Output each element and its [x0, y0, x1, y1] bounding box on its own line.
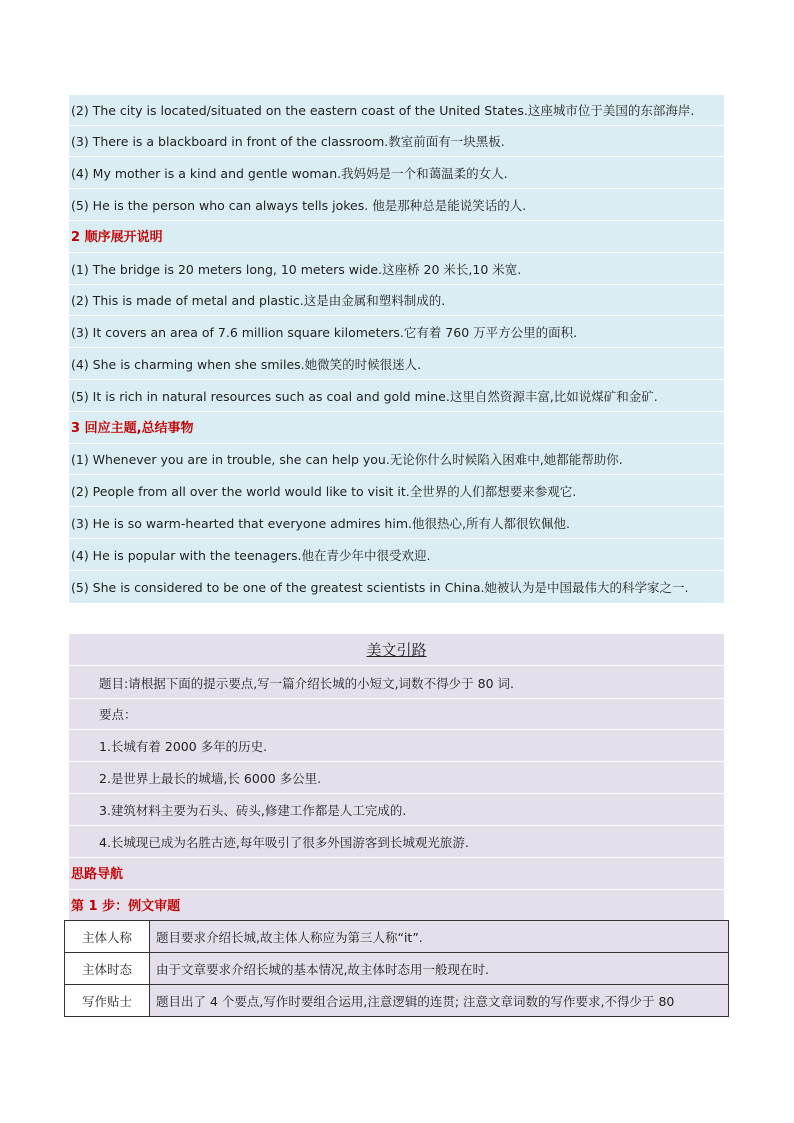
sentence-line: (5) She is considered to be one of the greatest scientists in China.她被认为是中国最伟大的科学家之一. [71, 580, 689, 595]
essay-point: 1.长城有着 2000 多年的历史. [69, 731, 724, 762]
essay-prompt: 题目:请根据下面的提示要点,写一篇介绍长城的小短文,词数不得少于 80 词. [69, 668, 724, 699]
table-row [65, 985, 729, 1017]
sentence-line: (5) It is rich in natural resources such as coal and gold mine.这里自然资源丰富,比如说煤矿和金矿. [69, 381, 724, 412]
sentence-line: (2) The city is located/situated on the eastern coast of the United States.这座城市位于美国的东部海岸. [69, 95, 724, 126]
row-value: 由于文章要求介绍长城的基本情况,故主体时态用一般现在时. [150, 953, 729, 985]
sentence-line: (3) There is a blackboard in front of the classroom.教室前面有一块黑板. [69, 126, 724, 157]
essay-point: 2.是世界上最长的城墙,长 6000 多公里. [69, 763, 724, 794]
sentence-line: (1) Whenever you are in trouble, she can help you.无论你什么时候陷入困难中,她都能帮助你. [69, 444, 724, 475]
analysis-table [64, 920, 729, 1017]
sentence-line: (3) It covers an area of 7.6 million square kilometers.它有着 760 万平方公里的面积. [69, 317, 724, 348]
sentence-line: (4) She is charming when she smiles.她微笑的时候很迷人. [69, 349, 724, 380]
essay-guide-box [69, 634, 724, 922]
sentence-line: (5) He is the person who can always tells jokes. 他是那种总是能说笑话的人. [69, 190, 724, 221]
step-heading: 第 1 步：例文审题 [71, 899, 181, 914]
row-value: 题目出了 4 个要点,写作时要组合运用,注意逻辑的连贯; 注意文章词数的写作要求,不得少于 80 [150, 985, 729, 1017]
row-label: 主体时态 [65, 953, 150, 985]
table-row [65, 921, 729, 953]
guide-heading: 思路导航 [69, 859, 724, 890]
row-label: 写作贴士 [65, 985, 150, 1017]
essay-point: 4.长城现已成为名胜古迹,每年吸引了很多外国游客到长城观光旅游. [69, 827, 724, 858]
sentence-line: (1) The bridge is 20 meters long, 10 meters wide.这座桥 20 米长,10 米宽. [69, 254, 724, 285]
sentence-line: (2) People from all over the world would like to visit it.全世界的人们都想要来参观它. [69, 476, 724, 507]
example-sentences-box [69, 95, 724, 603]
sentence-line: (4) He is popular with the teenagers.他在青少年中很受欢迎. [69, 540, 724, 571]
essay-title: 美文引路 [69, 634, 724, 666]
row-value: 题目要求介绍长城,故主体人称应为第三人称“it”. [150, 921, 729, 953]
row-label: 主体人称 [65, 921, 150, 953]
section-heading: 2 顺序展开说明 [69, 222, 724, 253]
table-row [65, 953, 729, 985]
section-heading: 3 回应主题,总结事物 [69, 413, 724, 444]
sentence-line: (3) He is so warm-hearted that everyone admires him.他很热心,所有人都很钦佩他. [69, 508, 724, 539]
essay-point: 3.建筑材料主要为石头、砖头,修建工作都是人工完成的. [69, 795, 724, 826]
sentence-line: (4) My mother is a kind and gentle woman.我妈妈是一个和蔼温柔的女人. [69, 158, 724, 189]
sentence-line: (2) This is made of metal and plastic.这是由金属和塑料制成的. [69, 285, 724, 316]
points-label: 要点： [69, 699, 724, 730]
